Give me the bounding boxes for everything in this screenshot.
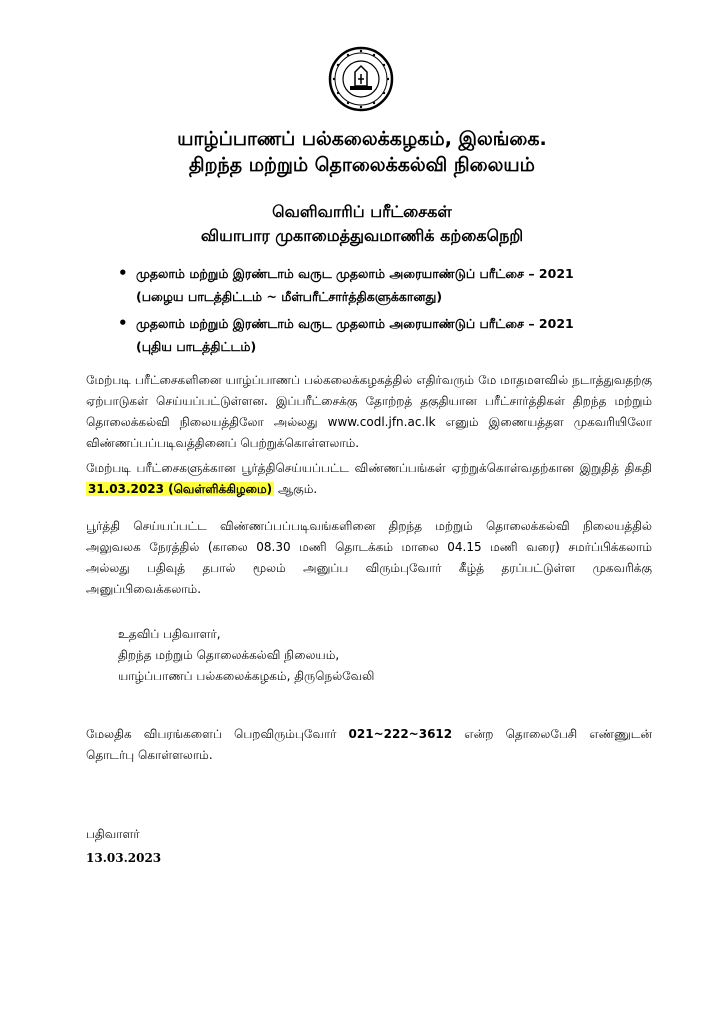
bullet-icon: • (118, 314, 128, 332)
notice-date: 13.03.2023 (86, 851, 162, 865)
deadline-date-highlight: 31.03.2023 (வெள்ளிக்கிழமை) (88, 482, 273, 496)
address-line: திறந்த மற்றும் தொலைக்கல்வி நிலையம், (118, 648, 340, 662)
bullet-icon: • (118, 264, 128, 282)
signatory-title: பதிவாளர் (86, 827, 140, 841)
university-name: யாழ்ப்பாணப் பல்கலைக்கழகம், இலங்கை. (177, 128, 547, 150)
address-line: யாழ்ப்பாணப் பல்கலைக்கழகம், திருநெல்வேலி (118, 669, 375, 683)
deadline-suffix: ஆகும். (277, 482, 318, 496)
exam-list-item (118, 262, 638, 308)
exam-item-line: முதலாம் மற்றும் இரண்டாம் வருட முதலாம் அரையாண்டுப் பரீட்சை – 2021 (136, 316, 574, 331)
contact-paragraph (86, 724, 652, 766)
exam-item-line: முதலாம் மற்றும் இரண்டாம் வருட முதலாம் அரையாண்டுப் பரீட்சை – 2021 (136, 266, 574, 281)
deadline-paragraph (86, 458, 652, 500)
university-seal-icon (328, 46, 394, 112)
programme-title: வியாபார முகாமைத்துவமாணிக் கற்கைநெறி (200, 226, 524, 245)
exam-list (118, 262, 638, 362)
contact-suffix: என்ற தொலைபேசி எண்ணுடன் தொடர்பு கொள்ளலாம். (86, 727, 652, 762)
exam-title: வெளிவாரிப் பரீட்சைகள் (272, 202, 452, 221)
contact-phone: 021~222~3612 (348, 727, 453, 741)
address-line: உதவிப் பதிவாளர், (118, 627, 221, 641)
mailing-address (118, 624, 374, 687)
exam-item-subline: (பழைய பாடத்திட்டம் ~ மீள்பரீட்சார்த்திகளுக்கானது) (136, 289, 443, 304)
exam-item-subline: (புதிய பாடத்திட்டம்) (136, 339, 257, 354)
application-paragraph: மேற்படி பரீட்சைகளினை யாழ்ப்பாணப் பல்கலைக்கழகத்தில் எதிர்வரும் மே மாதமளவில் நடாத்துவதற்கு ஏற்பாடுகள் செய்யப்பட்டுள்ளன. இப்பரீட்சைக்கு தோற்றத் தகுதியான பரீட்சார்த்திகள் திறந்த மற்றும் தொலைக்கல்வி நிலையத்திலோ அல்லது www.codl.jfn.ac.lk எனும் இணையத்தள முகவரியிலோ விண்ணப்பப்படிவத்தினைப் பெற்றுக்கொள்ளலாம். (86, 373, 652, 450)
signature-block (86, 822, 161, 870)
deadline-text: மேற்படி பரீட்சைகளுக்கான பூர்த்திசெய்யப்பட்ட விண்ணப்பங்கள் ஏற்றுக்கொள்வதற்கான இறுதித் திகதி (86, 461, 652, 475)
contact-prefix: மேலதிக விபரங்களைப் பெறவிரும்புவோர் (86, 727, 337, 741)
submission-paragraph: பூர்த்தி செய்யப்பட்ட விண்ணப்பப்படிவங்களினை திறந்த மற்றும் தொலைக்கல்வி நிலையத்தில் அலுவலக நேரத்தில் (காலை 08.30 மணி தொடக்கம் மாலை 04.15 மணி வரை) சமர்ப்பிக்கலாம் அல்லது பதிவுத் தபால் மூலம் அனுப்ப விரும்புவோர் கீழ்த் தரப்பட்டுள்ள முகவரிக்கு அனுப்பிவைக்கலாம். (86, 519, 652, 596)
exam-list-item (118, 312, 638, 358)
centre-name: திறந்த மற்றும் தொலைக்கல்வி நிலையம் (189, 154, 535, 176)
